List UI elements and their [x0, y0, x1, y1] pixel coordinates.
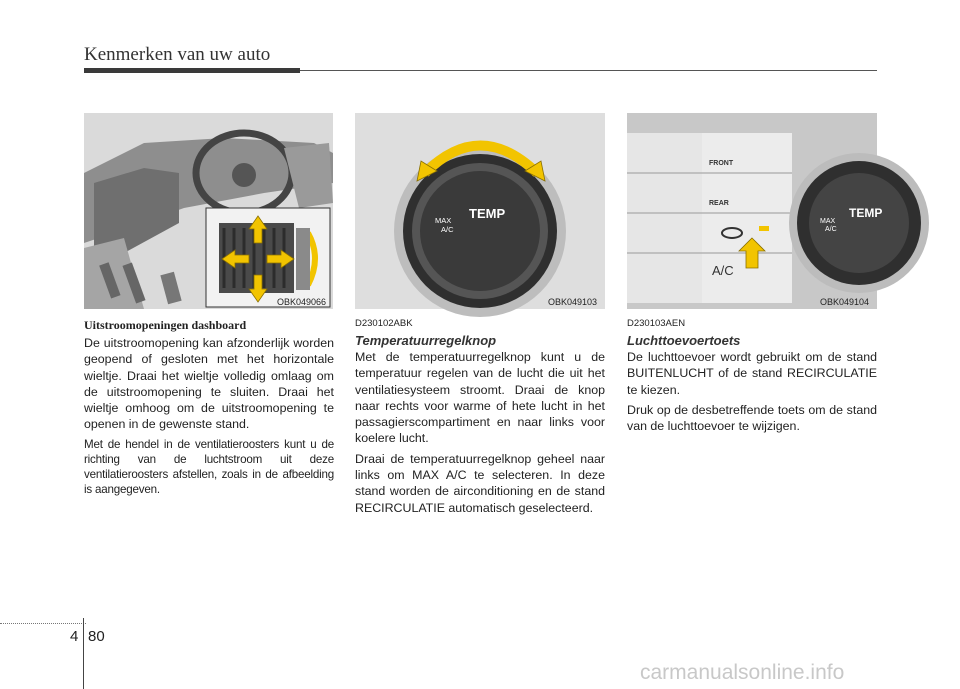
column-air-intake — [627, 318, 877, 438]
section-code-air-intake: D230103AEN — [627, 318, 686, 329]
section-title-air-intake: Luchttoevoertoets — [627, 333, 741, 348]
temperature-knob-illustration — [355, 113, 605, 309]
footer-chapter-number: 4 — [70, 628, 79, 645]
column-temperature-knob — [355, 318, 605, 520]
panel-knob-max-label: MAX — [820, 218, 836, 225]
front-defrost-label: FRONT — [709, 160, 734, 167]
knob-ac-label: A/C — [441, 225, 454, 234]
dashboard-vent-illustration — [84, 113, 333, 309]
paragraph-air-intake-2: Druk op de desbetreffende toets om de stand van de luchttoevoer te wijzigen. — [627, 402, 877, 434]
dashboard-drawing — [84, 113, 333, 309]
section-title-temperature: Temperatuurregelknop — [355, 333, 497, 348]
paragraph-vents-1: De uitstroomopening kan afzonderlijk worden geopend of gesloten met het horizontale wieltje. Draai het wieltje volledig omlaag om de uitstroomopening te sluiten. Draai het wieltje omhoog om de uitstroomopening te openen in de gewenste stand. — [84, 336, 334, 432]
paragraph-air-intake-1: De luchttoevoer wordt gebruikt om de stand BUITENLUCHT of de stand RECIRCULATIE te kiezen. — [627, 350, 877, 397]
watermark-text: carmanualsonline.info — [640, 661, 845, 684]
section-title-vents: Uitstroomopeningen dashboard — [84, 318, 247, 332]
air-intake-panel-drawing — [627, 113, 883, 309]
page-header-title: Kenmerken van uw auto — [84, 44, 271, 65]
knob-temp-label: TEMP — [469, 206, 506, 221]
footer-page-number: 80 — [88, 628, 105, 645]
image-code-1: OBK049066 — [277, 297, 327, 307]
air-intake-panel-illustration — [627, 113, 883, 309]
footer-dotted-rule — [0, 623, 86, 624]
header-rule-thick — [84, 68, 300, 73]
rear-defrost-label: REAR — [709, 200, 729, 207]
image-code-3: OBK049104 — [820, 297, 870, 307]
paragraph-vents-2: Met de hendel in de ventilatieroosters kunt u de richting van de luchtstroom uit deze ventilatieroosters afstellen, zoals in de afbeelding is aangegeven. — [84, 437, 334, 496]
knob-max-label: MAX — [435, 216, 452, 225]
panel-knob-ac-label: A/C — [825, 226, 837, 233]
temperature-knob-drawing — [355, 113, 605, 309]
section-code-temperature: D230102ABK — [355, 318, 413, 329]
footer-vertical-rule — [83, 618, 84, 689]
paragraph-temperature-1: Met de temperatuurregelknop kunt u de temperatuur regelen van de lucht die uit het ventilatiesysteem stroomt. Draai de knop naar rechts voor warme of hete lucht in het passagierscompartiment en naar links voor koelere lucht. — [355, 350, 605, 446]
paragraph-temperature-2: Draai de temperatuurregelknop geheel naar links om MAX A/C te selecteren. In deze stand worden de airconditioning en de stand RECIRCULATIE automatisch geselecteerd. — [355, 451, 605, 515]
panel-knob-temp-label: TEMP — [849, 206, 883, 220]
header-rule-thin — [300, 70, 877, 71]
ac-button-label: A/C — [712, 263, 734, 278]
column-dashboard-vents — [84, 318, 334, 497]
image-code-2: OBK049103 — [548, 297, 598, 307]
